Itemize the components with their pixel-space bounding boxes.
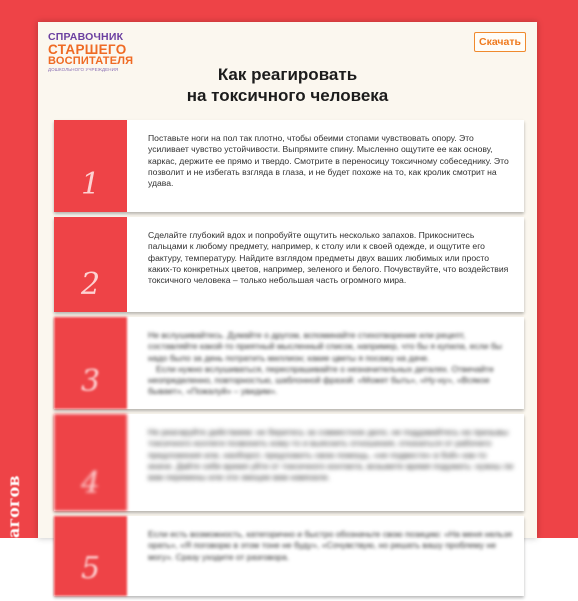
logo-line-2: СТАРШЕГО xyxy=(48,41,127,57)
page-title xyxy=(38,64,537,106)
logo-line-3: ВОСПИТАТЕЛЯ xyxy=(48,55,134,67)
steps-list xyxy=(54,120,524,601)
step-paragraph: Не вслушивайтесь. Думайте о другом, вспоминайте стихотворение или рецепт, составляйте какой-то приятный мысленный список, например, что бы я купила, если бы надо было за день потратить миллион; какие цветы я посажу на даче. xyxy=(148,330,502,363)
step-card xyxy=(54,414,524,511)
step-text xyxy=(148,414,524,494)
logo-line-1: СПРАВОЧНИК xyxy=(48,31,124,43)
step-text xyxy=(148,317,524,409)
step-number: 1 xyxy=(54,120,127,212)
download-button[interactable]: Скачать xyxy=(474,32,526,52)
step-card xyxy=(54,516,524,596)
step-paragraph: Поставьте ноги на пол так плотно, чтобы обеими стопами чувствовать опору. Это усиливает чувство устойчивости. Выпрямите спину. Мысленно ощутите ее как основу, каркас, держите ее прямо и твердо. Смотрите в переносицу токсичному собеседнику. Это позволит и не избегать взгляда в глаза, и не будет похоже на то, как кролик смотрит на удава. xyxy=(148,133,509,189)
page-title-line-1: Как реагировать xyxy=(217,65,358,84)
step-text xyxy=(148,516,524,574)
step-paragraph: Если есть возможность, категорично и быстро обозначьте свою позицию: «На меня нельзя орать», «Я поговорю в этом тоне не буду», «Сочувствую, но решать вашу проблему не могу». Сразу уходите от разговора. xyxy=(148,529,513,562)
step-paragraph: Не реагируйте действием: не беритесь за совместное дело, не поддавайтесь на призывы токсичного коллеги позвонить кому-то и выяснить отношения, отказаться от рабочего предложения или, наоборот, предложить свою помощь, «не подвести» в бой» как-то иначе. Дайте себе время уйти от токсичного контакта, возьмите время подумать: нужны ли вам перемены или эти эмоции вам навязали. xyxy=(148,427,514,483)
step-number: 4 xyxy=(54,414,127,511)
step-text xyxy=(148,217,524,297)
step-card xyxy=(54,317,524,409)
step-card xyxy=(54,217,524,312)
step-paragraph: Сделайте глубокий вдох и попробуйте ощутить несколько запахов. Прикоснитесь пальцами к любому предмету, например, к столу или к своей одежде, и ощутите его фактуру, температуру. Найдите взглядом предметы двух ваших любимых или просто каких-то конкретных цветов, например, зеленого и белого. Почувствуйте, что воздействия токсичного человека – только небольшая часть огромного мира. xyxy=(148,230,509,286)
page-title-line-2: на токсичного человека xyxy=(186,86,389,105)
sidebar-magazine-text: агогов xyxy=(4,475,23,538)
step-paragraph: Если нужно вслушиваться, переспрашивайте о незначительных деталях. Отвечайте неопределенно, повторностью, шаблонной фразой: «Может быть», «Ну-ну», «Всякое бывает», «Пожалуй» – увидим». xyxy=(148,363,494,397)
step-text xyxy=(148,120,524,200)
step-card xyxy=(54,120,524,212)
logo-line-4: ДОШКОЛЬНОГО УЧРЕЖДЕНИЯ xyxy=(48,67,119,72)
step-number: 2 xyxy=(54,217,127,312)
article-page xyxy=(38,22,537,586)
step-number: 3 xyxy=(54,317,127,409)
step-number: 5 xyxy=(54,516,127,596)
